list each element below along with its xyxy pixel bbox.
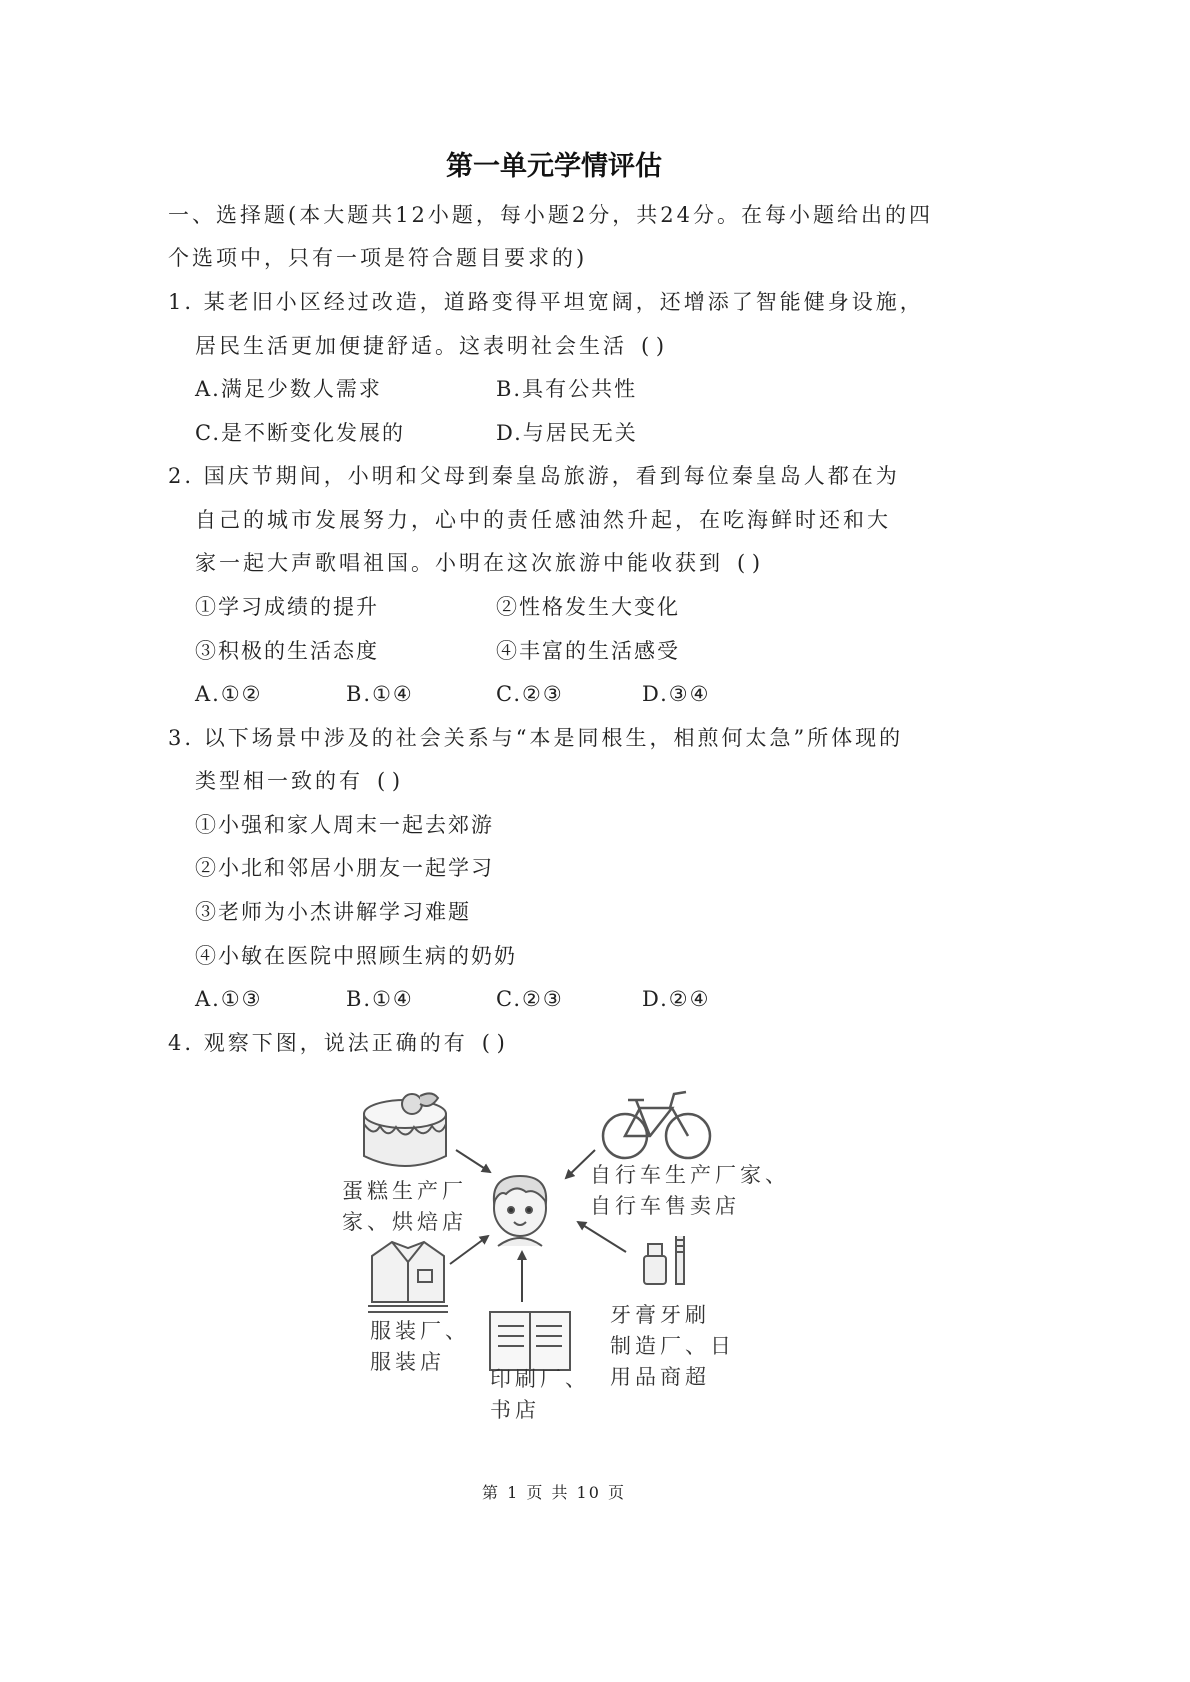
q2-option-b: B.①④ (346, 682, 414, 706)
page-title: 第一单元学情评估 (446, 151, 662, 182)
q2-item-4: ④丰富的生活感受 (496, 639, 680, 663)
q3-stem-line1: 3. 以下场景中涉及的社会关系与“本是同根生，相煎何太急”所体现的 (168, 726, 904, 750)
q3-option-d: D.②④ (642, 987, 711, 1011)
q2-item-3: ③积极的生活态度 (195, 639, 379, 663)
q1-stem-text: 居民生活更加便捷舒适。这表明社会生活 (195, 334, 627, 358)
answer-blank: ( ) (737, 551, 761, 575)
q1-option-b: B.具有公共性 (496, 377, 638, 401)
q3-item-4: ④小敏在医院中照顾生病的奶奶 (195, 944, 517, 968)
cake-label: 蛋糕生产厂 家、烘焙店 (342, 1179, 467, 1234)
q1-option-d: D.与居民无关 (496, 421, 638, 445)
q1-option-c: C.是不断变化发展的 (195, 421, 405, 445)
q2-stem-text: 家一起大声歌唱祖国。小明在这次旅游中能收获到 (195, 551, 723, 575)
cake-icon (364, 1093, 446, 1166)
q3-option-c: C.②③ (496, 987, 564, 1011)
q2-item-1: ①学习成绩的提升 (195, 595, 379, 619)
q3-option-b: B.①④ (346, 987, 414, 1011)
boy-icon (494, 1176, 546, 1246)
arrow-toothpaste-to-boy (578, 1222, 626, 1252)
shirt-icon (368, 1242, 448, 1312)
q3-item-3: ③老师为小杰讲解学习难题 (195, 900, 471, 924)
section-heading-line2: 个选项中，只有一项是符合题目要求的) (168, 246, 588, 270)
q3-stem-line2 (195, 766, 400, 796)
q1-stem-line2 (195, 331, 664, 361)
q4-stem-text: 4. 观察下图，说法正确的有 (168, 1031, 468, 1055)
answer-blank: ( ) (481, 1031, 505, 1055)
q2-option-d: D.③④ (642, 682, 711, 706)
arrow-cake-to-boy (456, 1150, 490, 1172)
answer-blank: ( ) (641, 334, 665, 358)
q3-stem-text: 类型相一致的有 (195, 769, 363, 793)
q2-option-c: C.②③ (496, 682, 564, 706)
q4-diagram (330, 1080, 790, 1430)
bike-label: 自行车生产厂家、 自行车售卖店 (590, 1163, 790, 1218)
q2-option-a: A.①② (195, 682, 263, 706)
q2-stem-line3 (195, 548, 760, 578)
q3-option-a: A.①③ (195, 987, 263, 1011)
q2-stem-line1: 2. 国庆节期间，小明和父母到秦皇岛旅游，看到每位秦皇岛人都在为 (168, 464, 900, 488)
q1-stem-line1: 1. 某老旧小区经过改造，道路变得平坦宽阔，还增添了智能健身设施， (168, 290, 924, 314)
q3-item-1: ①小强和家人周末一起去郊游 (195, 813, 494, 837)
answer-blank: ( ) (377, 769, 401, 793)
section-heading-line1: 一、选择题(本大题共12小题，每小题2分，共24分。在每小题给出的四 (168, 203, 933, 227)
q2-stem-line2: 自己的城市发展努力，心中的责任感油然升起，在吃海鲜时还和大 (195, 508, 891, 532)
q3-item-2: ②小北和邻居小朋友一起学习 (195, 856, 494, 880)
arrow-clothes-to-boy (450, 1236, 488, 1264)
q1-option-a: A.满足少数人需求 (195, 377, 382, 401)
toothpaste-icon (644, 1236, 684, 1284)
page-footer: 第 1 页 共 10 页 (482, 1483, 626, 1502)
book-label: 印刷厂、 书店 (490, 1367, 590, 1422)
toothpaste-label: 牙膏牙刷 制造厂、日 用品商超 (610, 1303, 735, 1389)
bicycle-icon (603, 1092, 710, 1158)
clothes-label: 服装厂、 服装店 (370, 1319, 470, 1374)
q2-item-2: ②性格发生大变化 (496, 595, 680, 619)
book-icon (490, 1312, 570, 1370)
q4-stem (168, 1028, 505, 1058)
